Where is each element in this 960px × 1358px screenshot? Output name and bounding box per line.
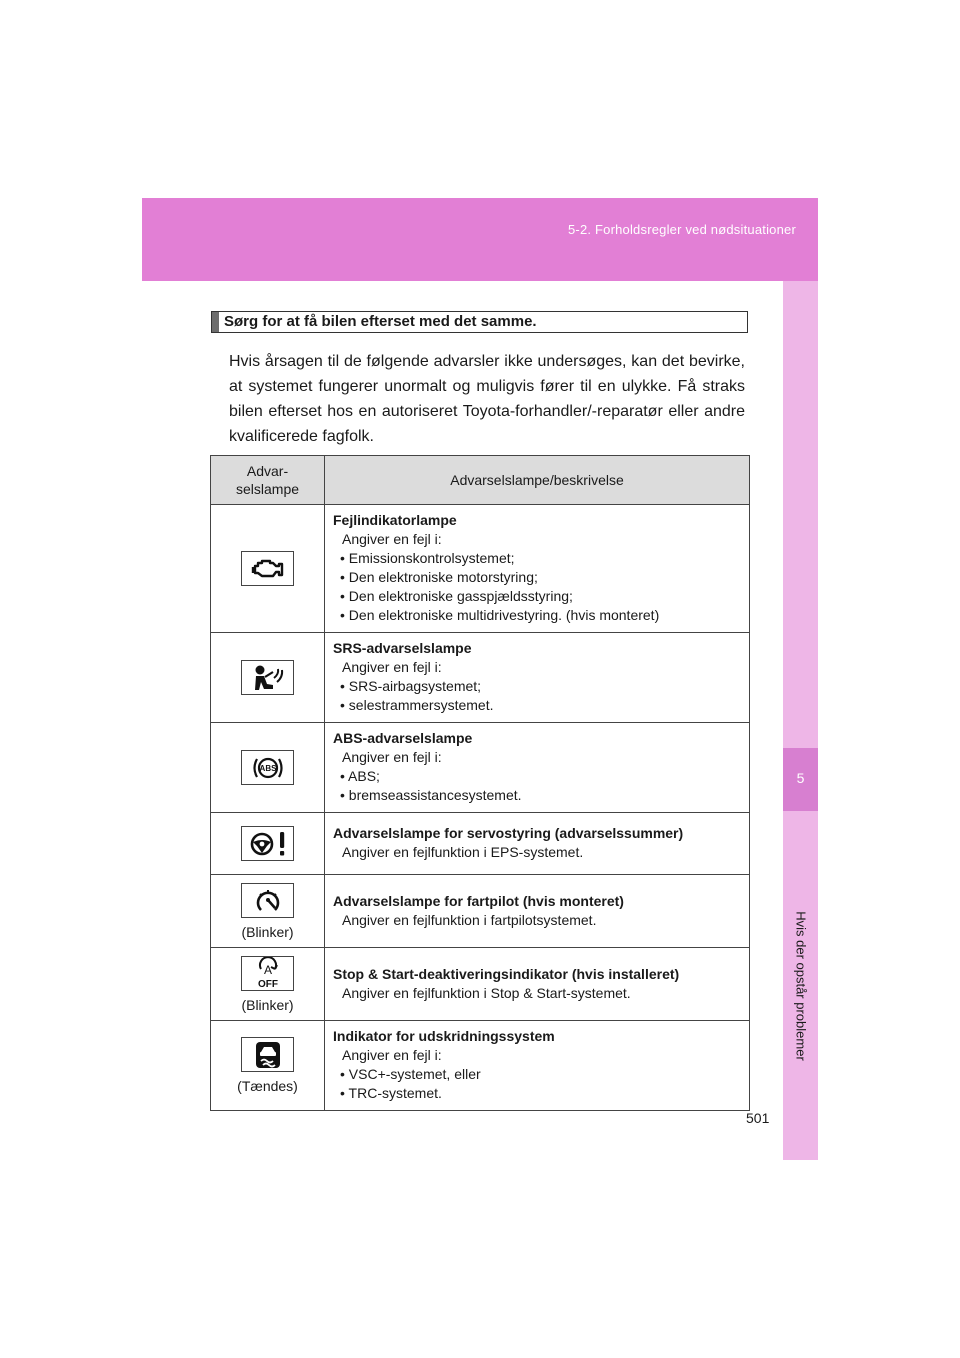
column-header-description <box>325 456 750 505</box>
icon-cell <box>211 505 325 633</box>
icon-cell <box>211 633 325 723</box>
check-engine-icon <box>241 551 294 586</box>
stop-start-off-text: OFF <box>257 979 278 989</box>
lamp-title: Advarselslampe for servostyring (advarselssummer) <box>333 825 684 841</box>
table-row <box>211 875 750 948</box>
list-item: • SRS-airbagsystemet; <box>340 677 741 696</box>
lamp-subtitle: Angiver en fejlfunktion i EPS-systemet. <box>342 844 584 860</box>
list-item: • Den elektroniske gasspjældsstyring; <box>340 587 741 606</box>
lamp-bullets <box>333 549 741 625</box>
srs-airbag-icon <box>241 660 294 695</box>
lamp-title: ABS-advarselslampe <box>333 730 473 746</box>
icon-cell <box>211 723 325 813</box>
table-row <box>211 1021 750 1111</box>
lamp-title: Advarselslampe for fartpilot (hvis monteret) <box>333 892 624 909</box>
header-band <box>142 198 818 281</box>
table-row <box>211 505 750 633</box>
table-row <box>211 948 750 1021</box>
list-item: • Den elektroniske motorstyring; <box>340 568 741 587</box>
description-cell <box>325 813 750 875</box>
cruise-control-icon <box>241 883 294 918</box>
side-tab-top <box>783 281 818 748</box>
list-item: • selestrammersystemet. <box>340 696 741 715</box>
list-item: • bremseassistancesystemet. <box>340 786 741 805</box>
icon-cell <box>211 948 325 1021</box>
lamp-title: Fejlindikatorlampe <box>333 512 457 528</box>
lamp-title: SRS-advarselslampe <box>333 640 472 656</box>
power-steering-icon <box>241 826 294 861</box>
section-heading: Sørg for at få bilen efterset med det samme. <box>211 311 748 333</box>
abs-icon-text: ABS <box>259 763 276 773</box>
column-header-lamp-text: Advar- selslampe <box>235 463 300 497</box>
column-header-lamp <box>211 456 325 505</box>
chapter-number: 5 <box>796 770 805 786</box>
lamp-subtitle: Angiver en fejl i: <box>342 749 442 765</box>
intro-paragraph: Hvis årsagen til de følgende advarsler ikke undersøges, kan det bevirke, at systemet fungerer unormalt og muligvis fører til en ulykke. Få straks bilen efterset hos en autoriseret Toyota-forhandler/-reparatør eller andre kvalificerede fagfolk. <box>229 353 745 445</box>
column-header-description-text: Advarselslampe/beskrivelse <box>450 472 624 488</box>
description-cell <box>325 948 750 1021</box>
lamp-bullets <box>333 767 741 805</box>
lamp-subtitle: Angiver en fejl i: <box>342 659 442 675</box>
lamp-subtitle: Angiver en fejlfunktion i fartpilotsystemet. <box>342 911 597 928</box>
page-number: 501 <box>746 1110 770 1126</box>
list-item: • TRC-systemet. <box>340 1084 741 1103</box>
lamp-bullets <box>333 677 741 715</box>
stop-start-letter: A <box>263 963 272 977</box>
lamp-subtitle: Angiver en fejl i: <box>342 1047 442 1063</box>
table-row <box>211 633 750 723</box>
table-header-row <box>211 456 750 505</box>
list-item: • Emissionskontrolsystemet; <box>340 549 741 568</box>
lamp-note: (Tændes) <box>237 1078 298 1094</box>
abs-icon <box>241 750 294 785</box>
description-cell <box>325 1021 750 1111</box>
warning-lamp-table <box>210 455 750 1111</box>
description-cell <box>325 875 750 948</box>
icon-cell <box>211 875 325 948</box>
lamp-subtitle: Angiver en fejlfunktion i Stop & Start-systemet. <box>342 984 631 1001</box>
table-row <box>211 813 750 875</box>
slip-indicator-icon <box>241 1037 294 1072</box>
list-item: • VSC+-systemet, eller <box>340 1065 741 1084</box>
description-cell <box>325 633 750 723</box>
list-item: • Den elektroniske multidrivestyring. (hvis monteret) <box>340 606 741 625</box>
description-cell <box>325 505 750 633</box>
stop-start-off-icon <box>241 956 294 991</box>
lamp-note: (Blinker) <box>241 923 294 940</box>
lamp-subtitle: Angiver en fejl i: <box>342 531 442 547</box>
lamp-note: (Blinker) <box>241 996 294 1013</box>
lamp-title: Indikator for udskridningssystem <box>333 1028 555 1044</box>
description-cell <box>325 723 750 813</box>
lamp-bullets <box>333 1065 741 1103</box>
lamp-title: Stop & Start-deaktiveringsindikator (hvis installeret) <box>333 965 680 982</box>
chapter-label: Hvis der opstår problemer <box>793 911 808 1061</box>
side-tab-bottom <box>783 811 818 1160</box>
section-path: 5-2. Forholdsregler ved nødsituationer <box>568 222 796 237</box>
table-row <box>211 723 750 813</box>
icon-cell <box>211 1021 325 1111</box>
list-item: • ABS; <box>340 767 741 786</box>
icon-cell <box>211 813 325 875</box>
chapter-tab[interactable] <box>783 748 818 811</box>
